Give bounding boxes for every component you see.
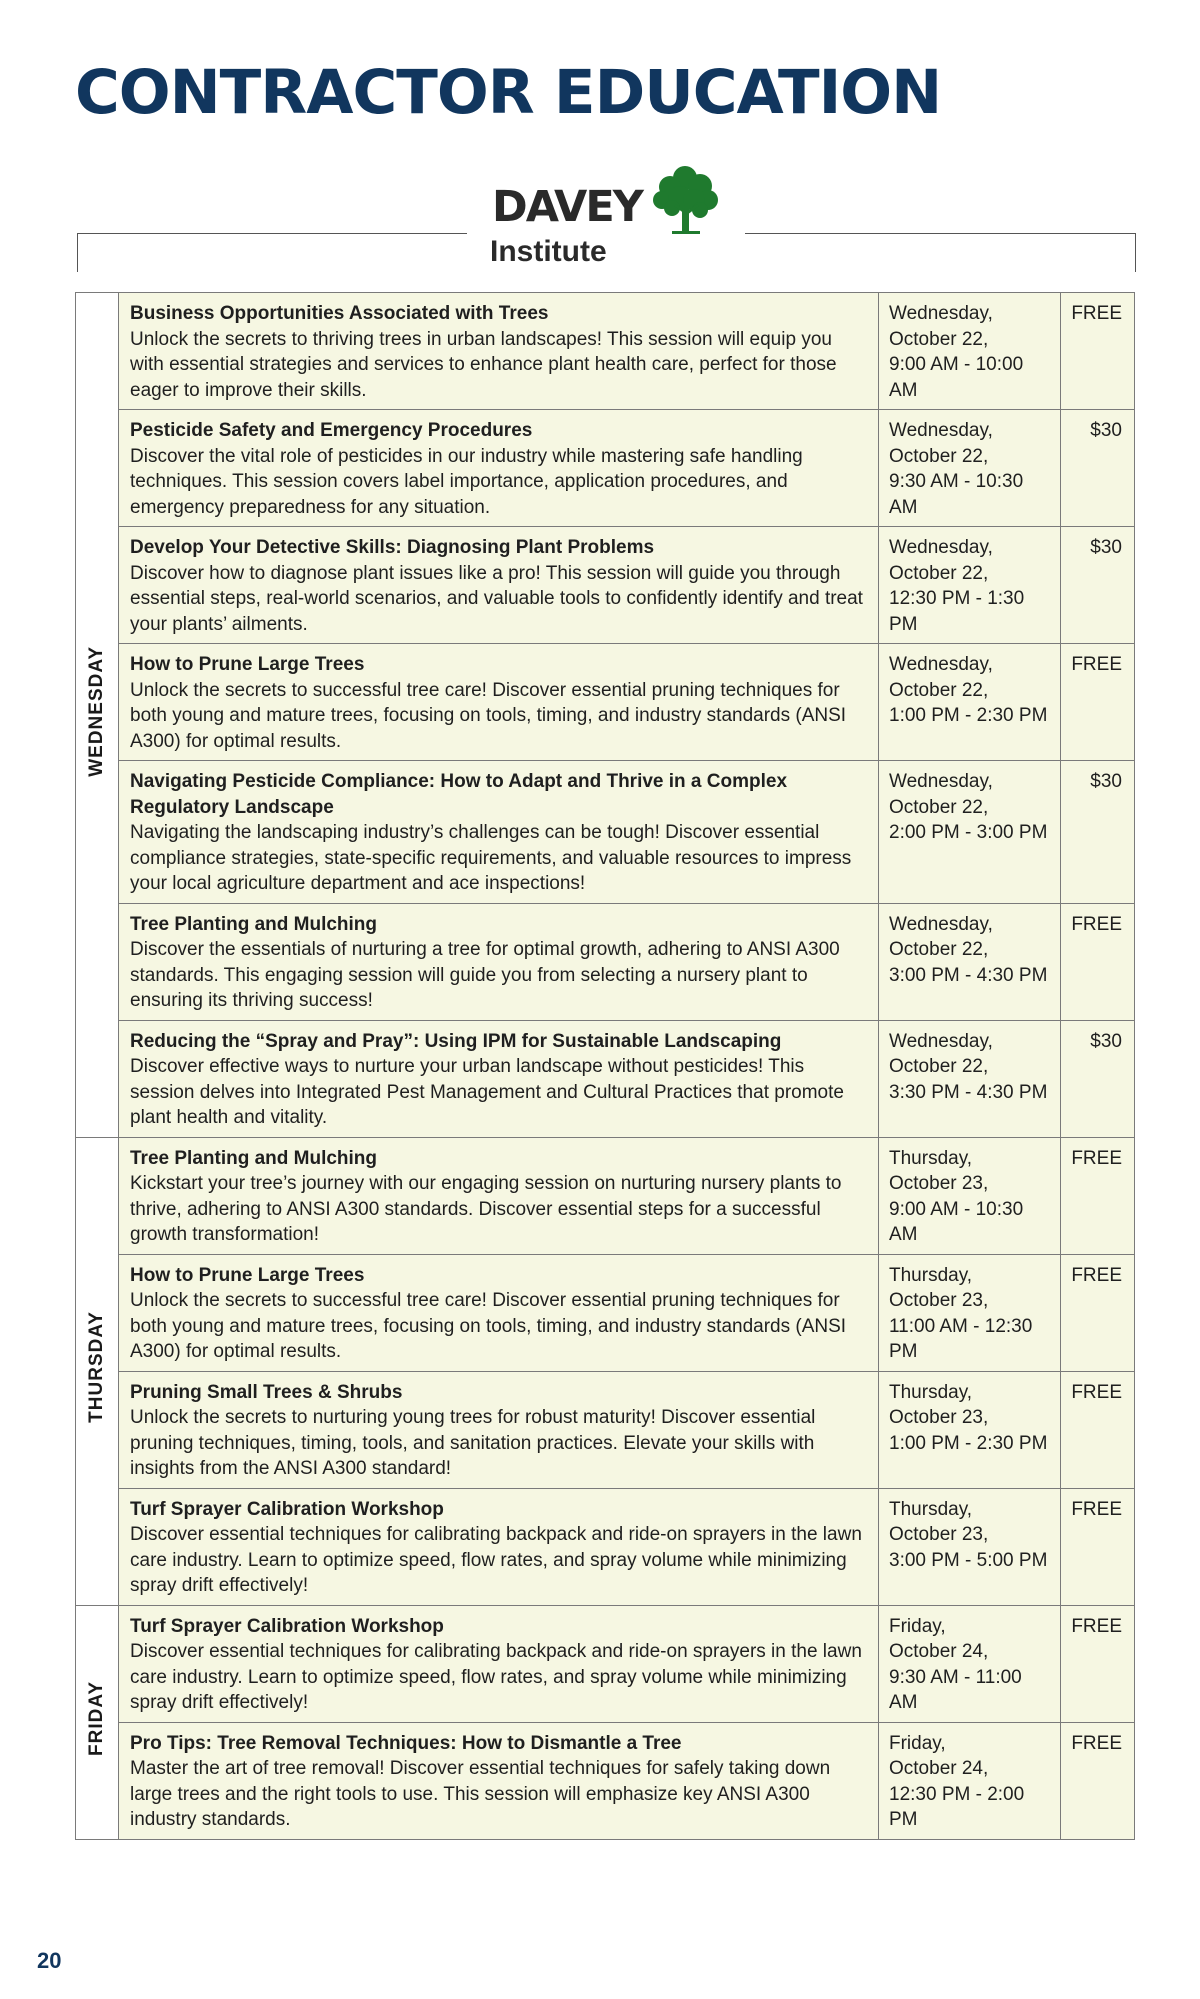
session-day: Thursday, bbox=[889, 1381, 973, 1403]
schedule-body bbox=[76, 293, 1135, 1840]
session-day: Wednesday, bbox=[889, 420, 993, 441]
session-row bbox=[76, 1722, 1135, 1839]
session-datetime-cell bbox=[879, 1488, 1061, 1605]
page-number: 20 bbox=[37, 1948, 62, 1973]
session-time: 9:00 AM - 10:30 AM bbox=[889, 1198, 1024, 1245]
session-description: Unlock the secrets to thriving trees in urban landscapes! This session will equip you with essential strategies and services to enhance plant health care, perfect for those eager to improve their skills. bbox=[130, 328, 837, 401]
session-price: FREE bbox=[1061, 1254, 1135, 1371]
session-time: 3:00 PM - 4:30 PM bbox=[889, 964, 1048, 986]
session-title: Business Opportunities Associated with Trees bbox=[130, 303, 549, 324]
session-title: Tree Planting and Mulching bbox=[130, 913, 378, 935]
session-datetime-cell bbox=[879, 1254, 1061, 1371]
session-day: Thursday, bbox=[889, 1264, 973, 1286]
session-day: Friday, bbox=[889, 1615, 946, 1637]
day-group-cell bbox=[76, 1137, 119, 1605]
session-row bbox=[76, 644, 1135, 761]
session-title: Pruning Small Trees & Shrubs bbox=[130, 1381, 403, 1403]
session-time: 9:00 AM - 10:00 AM bbox=[889, 354, 1024, 401]
session-day: Wednesday, bbox=[889, 537, 993, 558]
session-price: FREE bbox=[1061, 1488, 1135, 1605]
session-description: Discover how to diagnose plant issues like a pro! This session will guide you through essential steps, real-world scenarios, and valuable tools to confidently identify and treat your plants’ ailments. bbox=[130, 562, 863, 635]
session-info-cell bbox=[119, 1137, 879, 1254]
session-title: Pro Tips: Tree Removal Techniques: How to Dismantle a Tree bbox=[130, 1732, 682, 1754]
session-price: FREE bbox=[1061, 1137, 1135, 1254]
session-description: Unlock the secrets to nurturing young trees for robust maturity! Discover essential pruning techniques, timing, tools, and sanitation practices. Elevate your skills with insights from the ANSI A300 standard! bbox=[130, 1407, 816, 1479]
session-date: October 23, bbox=[889, 1173, 989, 1194]
session-description: Kickstart your tree’s journey with our engaging session on nurturing nursery plants to thrive, adhering to ANSI A300 standards. Discover essential steps for a successful growth transformation! bbox=[130, 1173, 842, 1245]
session-price: FREE bbox=[1061, 903, 1135, 1020]
session-title: Reducing the “Spray and Pray”: Using IPM for Sustainable Landscaping bbox=[130, 1030, 782, 1052]
session-price: $30 bbox=[1061, 1020, 1135, 1137]
session-price: $30 bbox=[1061, 761, 1135, 904]
day-group-cell bbox=[76, 1605, 119, 1839]
session-title: Tree Planting and Mulching bbox=[130, 1147, 378, 1169]
session-datetime-cell bbox=[879, 1605, 1061, 1722]
session-row bbox=[76, 1488, 1135, 1605]
session-row bbox=[76, 293, 1135, 410]
session-title: How to Prune Large Trees bbox=[130, 1264, 365, 1286]
session-description: Discover the vital role of pesticides in our industry while mastering safe handling techniques. This session covers label importance, application procedures, and emergency preparedness for any situation. bbox=[130, 445, 803, 518]
session-day: Wednesday, bbox=[889, 1030, 993, 1052]
session-date: October 24, bbox=[889, 1641, 989, 1662]
session-row bbox=[76, 1137, 1135, 1254]
session-schedule-table bbox=[75, 292, 1135, 1840]
session-date: October 22, bbox=[889, 445, 989, 467]
session-time: 9:30 AM - 11:00 AM bbox=[889, 1666, 1022, 1713]
session-day: Wednesday, bbox=[889, 654, 993, 675]
session-date: October 23, bbox=[889, 1524, 989, 1545]
session-time: 1:00 PM - 2:30 PM bbox=[889, 1432, 1048, 1454]
session-info-cell bbox=[119, 1722, 879, 1839]
session-title: Turf Sprayer Calibration Workshop bbox=[130, 1498, 444, 1520]
session-time: 12:30 PM - 1:30 PM bbox=[889, 588, 1025, 635]
session-description: Discover effective ways to nurture your urban landscape without pesticides! This session delves into Integrated Pest Management and Cultural Practices that promote plant health and vitality. bbox=[130, 1056, 844, 1128]
session-datetime-cell bbox=[879, 644, 1061, 761]
session-description: Unlock the secrets to successful tree care! Discover essential pruning techniques for both young and mature trees, focusing on tools, timing, and industry standards (ANSI A300) for optimal results. bbox=[130, 679, 847, 752]
session-info-cell bbox=[119, 1488, 879, 1605]
session-info-cell bbox=[119, 410, 879, 527]
session-date: October 22, bbox=[889, 679, 989, 701]
day-label: WEDNESDAY bbox=[86, 645, 108, 777]
session-row bbox=[76, 1605, 1135, 1722]
day-group-cell bbox=[76, 293, 119, 1138]
session-datetime-cell bbox=[879, 761, 1061, 904]
session-price: FREE bbox=[1061, 1722, 1135, 1839]
session-time: 2:00 PM - 3:00 PM bbox=[889, 822, 1048, 843]
session-info-cell bbox=[119, 1371, 879, 1488]
session-date: October 22, bbox=[889, 796, 989, 818]
logo-subtitle: Institute bbox=[490, 235, 607, 268]
session-row bbox=[76, 1020, 1135, 1137]
session-price: FREE bbox=[1061, 293, 1135, 410]
session-row bbox=[76, 1254, 1135, 1371]
session-date: October 24, bbox=[889, 1758, 989, 1779]
session-time: 11:00 AM - 12:30 PM bbox=[889, 1315, 1033, 1362]
session-title: Develop Your Detective Skills: Diagnosing Plant Problems bbox=[130, 537, 655, 558]
session-info-cell bbox=[119, 1020, 879, 1137]
session-time: 9:30 AM - 10:30 AM bbox=[889, 471, 1024, 518]
session-info-cell bbox=[119, 903, 879, 1020]
session-row bbox=[76, 903, 1135, 1020]
session-time: 1:00 PM - 2:30 PM bbox=[889, 705, 1048, 726]
day-label: THURSDAY bbox=[86, 1311, 108, 1424]
session-row bbox=[76, 527, 1135, 644]
session-description: Navigating the landscaping industry’s challenges can be tough! Discover essential compliance strategies, state-specific requirements, and valuable resources to impress your local agriculture department and ace inspections! bbox=[130, 822, 852, 894]
session-date: October 22, bbox=[889, 1056, 989, 1077]
session-info-cell bbox=[119, 644, 879, 761]
session-price: $30 bbox=[1061, 527, 1135, 644]
session-price: FREE bbox=[1061, 1371, 1135, 1488]
session-price: FREE bbox=[1061, 644, 1135, 761]
session-datetime-cell bbox=[879, 1020, 1061, 1137]
session-day: Thursday, bbox=[889, 1147, 973, 1169]
session-day: Wednesday, bbox=[889, 771, 993, 792]
session-description: Discover essential techniques for calibrating backpack and ride-on sprayers in the lawn care industry. Learn to optimize speed, flow rates, and spray volume while minimizing spray drift effectively! bbox=[130, 1641, 862, 1713]
session-info-cell bbox=[119, 527, 879, 644]
session-day: Thursday, bbox=[889, 1498, 973, 1520]
session-time: 3:00 PM - 5:00 PM bbox=[889, 1549, 1048, 1571]
session-price: $30 bbox=[1061, 410, 1135, 527]
session-price: FREE bbox=[1061, 1605, 1135, 1722]
session-row bbox=[76, 1371, 1135, 1488]
page-title: CONTRACTOR EDUCATION bbox=[75, 57, 942, 128]
session-datetime-cell bbox=[879, 527, 1061, 644]
session-datetime-cell bbox=[879, 410, 1061, 527]
session-datetime-cell bbox=[879, 293, 1061, 410]
session-time: 12:30 PM - 2:00 PM bbox=[889, 1783, 1025, 1830]
session-datetime-cell bbox=[879, 1722, 1061, 1839]
logo-wordmark: DAVEY bbox=[492, 182, 642, 232]
session-day: Wednesday, bbox=[889, 303, 993, 324]
session-description: Discover the essentials of nurturing a tree for optimal growth, adhering to ANSI A300 standards. This engaging session will guide you from selecting a nursery plant to ensuring its thriving success! bbox=[130, 939, 840, 1011]
session-row bbox=[76, 761, 1135, 904]
session-info-cell bbox=[119, 293, 879, 410]
session-day: Friday, bbox=[889, 1732, 946, 1754]
day-label: FRIDAY bbox=[86, 1680, 108, 1756]
session-title: Turf Sprayer Calibration Workshop bbox=[130, 1615, 444, 1637]
session-date: October 22, bbox=[889, 328, 989, 350]
session-row bbox=[76, 410, 1135, 527]
session-title: Pesticide Safety and Emergency Procedures bbox=[130, 420, 533, 441]
session-day: Wednesday, bbox=[889, 913, 993, 935]
session-info-cell bbox=[119, 761, 879, 904]
session-info-cell bbox=[119, 1254, 879, 1371]
session-title: How to Prune Large Trees bbox=[130, 654, 365, 675]
session-datetime-cell bbox=[879, 1137, 1061, 1254]
session-date: October 23, bbox=[889, 1407, 989, 1428]
session-description: Master the art of tree removal! Discover essential techniques for safely taking down large trees and the right tools to use. This session will emphasize key ANSI A300 industry standards. bbox=[130, 1758, 831, 1830]
session-date: October 23, bbox=[889, 1290, 989, 1311]
session-info-cell bbox=[119, 1605, 879, 1722]
session-title: Navigating Pesticide Compliance: How to Adapt and Thrive in a Complex Regulatory Landscape bbox=[130, 771, 788, 818]
session-description: Discover essential techniques for calibrating backpack and ride-on sprayers in the lawn care industry. Learn to optimize speed, flow rates, and spray volume while minimizing spray drift effectively! bbox=[130, 1524, 862, 1596]
session-description: Unlock the secrets to successful tree care! Discover essential pruning techniques for both young and mature trees, focusing on tools, timing, and industry standards (ANSI A300) for optimal results. bbox=[130, 1290, 847, 1362]
session-time: 3:30 PM - 4:30 PM bbox=[889, 1081, 1048, 1103]
session-datetime-cell bbox=[879, 903, 1061, 1020]
davey-institute-logo bbox=[467, 150, 745, 274]
session-date: October 22, bbox=[889, 562, 989, 584]
session-date: October 22, bbox=[889, 939, 989, 960]
session-datetime-cell bbox=[879, 1371, 1061, 1488]
tree-icon bbox=[650, 162, 720, 238]
